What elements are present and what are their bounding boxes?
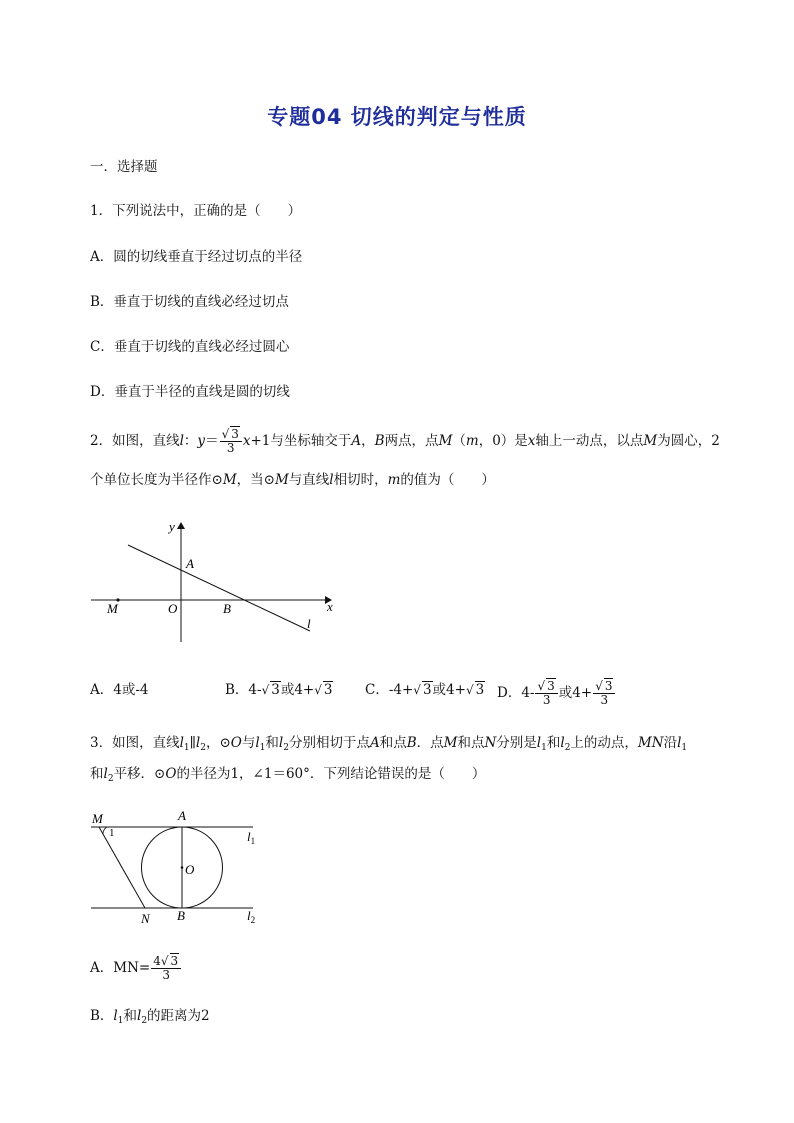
- center-o-dot: [181, 866, 184, 869]
- point-m-label: M: [107, 601, 118, 616]
- q2-option-a: A．4或-4: [90, 682, 149, 698]
- line-l-label: l: [307, 616, 311, 631]
- angle-1-label: 1: [109, 827, 115, 839]
- q3-option-a: A．MN= $\frac{4√ 3}{3}$: [90, 955, 182, 982]
- q3-option-b: B．$l_1$和$l_2$的距离为2: [90, 1008, 210, 1026]
- line-l1-label: $l_1$: [247, 829, 256, 846]
- center-o-label: O: [185, 862, 195, 877]
- y-axis-label: y: [169, 519, 175, 534]
- point-m-label: M: [92, 811, 103, 826]
- q2-stem-line2: 个单位长度为半径作⊙M，当⊙M与直线l相切时，m的值为（ ）: [90, 472, 495, 488]
- q1-option-b: B．垂直于切线的直线必经过切点: [90, 294, 289, 310]
- q1-option-c: C．垂直于切线的直线必经过圆心: [90, 339, 290, 355]
- line-l: [128, 545, 310, 631]
- q2-option-c: C．-4+√ 3或4+√ 3: [365, 682, 485, 698]
- x-axis-label: x: [327, 599, 333, 614]
- q1-option-a: A．圆的切线垂直于经过切点的半径: [90, 249, 303, 265]
- q2-coordinate-figure: [85, 515, 345, 650]
- point-n-label: N: [141, 911, 150, 926]
- point-b-label: B: [177, 908, 185, 923]
- q3-tangent-figure: [85, 803, 270, 928]
- page-title: 专题04 切线的判定与性质: [267, 105, 527, 129]
- q3-stem-line1: 3．如图，直线$l_1\parallel l_2$，⊙O与$l_1$和$l_2$分别相切于点A和点B．点M和点N分别是$l_1$和$l_2$上的动点，MN沿$l_1$: [90, 735, 688, 753]
- angle-1-arc: [103, 827, 107, 834]
- point-b-label: B: [223, 601, 231, 616]
- q2-slope-fraction: $\frac{√ 3}{3}$: [220, 428, 242, 455]
- segment-mn: [99, 827, 145, 908]
- q1-stem: 1．下列说法中，正确的是（ ）: [90, 203, 302, 219]
- point-a-label: A: [186, 556, 194, 571]
- section-heading: 一．选择题: [90, 159, 158, 175]
- line-l2-label: $l_2$: [247, 908, 256, 925]
- point-a-label: A: [178, 808, 186, 823]
- q2-stem-line1: 2．如图，直线l：y＝ $\frac{√ 3}{3}$ x+1与坐标轴交于A，B两点，点M（m，0）是x轴上一动点，以点M为圆心，2: [90, 427, 720, 455]
- origin-label: O: [168, 601, 178, 616]
- q2-option-d: D．4- $\frac{√ 3}{3}$ 或4+ $\frac{√ 3}{3}$: [497, 680, 616, 707]
- q1-option-d: D．垂直于半径的直线是圆的切线: [90, 384, 290, 400]
- q2-option-b: B．4-√ 3或4+√ 3: [225, 682, 333, 698]
- q3-stem-line2: 和$l_2$平移．⊙O的半径为1，∠1＝60°．下列结论错误的是（ ）: [90, 766, 486, 784]
